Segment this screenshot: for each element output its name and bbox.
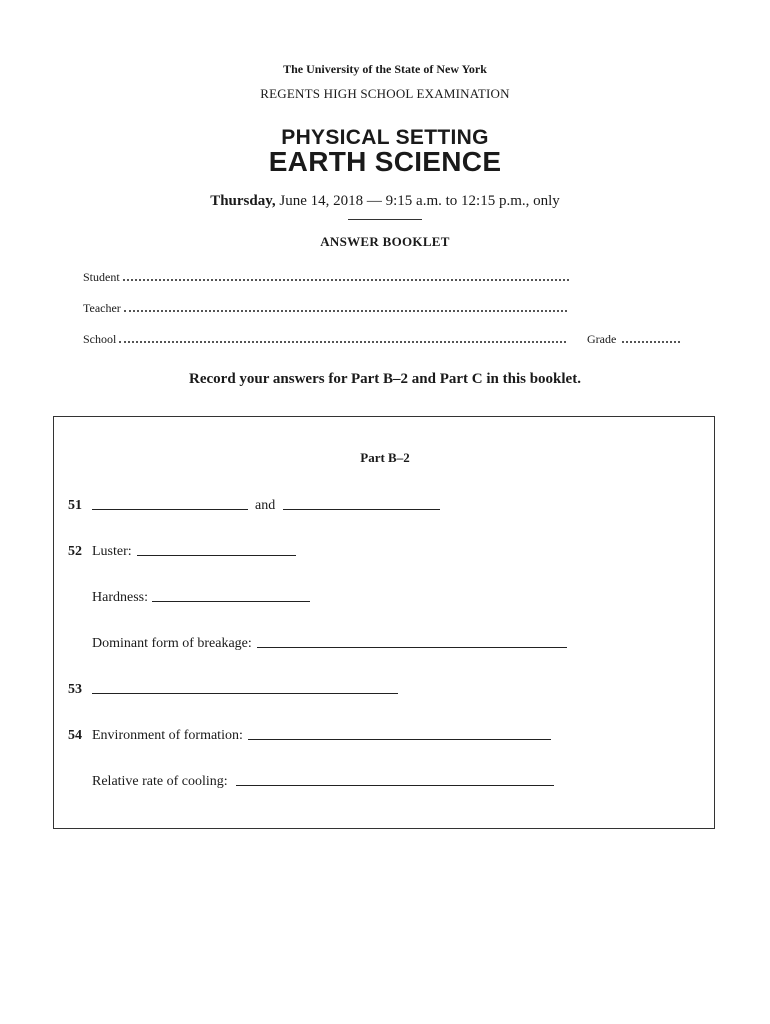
part-title: Part B–2 (360, 450, 410, 465)
environment-answer-line[interactable] (248, 739, 551, 740)
environment-label: Environment of formation: (92, 728, 243, 743)
hardness-label: Hardness: (92, 590, 148, 605)
answer-51b-line[interactable] (283, 509, 440, 510)
exam-date-time: June 14, 2018 — 9:15 a.m. to 12:15 p.m., only (275, 193, 560, 209)
breakage-answer-line[interactable] (257, 647, 567, 648)
grade-dotted-line[interactable] (622, 341, 680, 343)
question-54-environment (68, 724, 551, 744)
subject-title: EARTH SCIENCE (268, 146, 502, 177)
luster-label: Luster: (92, 544, 132, 559)
grade-field[interactable] (587, 332, 680, 347)
answer-53-line[interactable] (92, 693, 398, 694)
question-51 (68, 494, 440, 514)
instructions: Record your answers for Part B–2 and Part C in this booklet. (189, 371, 581, 387)
grade-label: Grade (587, 332, 617, 346)
question-54-cooling (92, 770, 554, 790)
question-number: 51 (68, 498, 82, 513)
cooling-answer-line[interactable] (236, 785, 554, 786)
exam-date (0, 193, 770, 210)
question-52-breakage (92, 632, 567, 652)
teacher-dotted-line[interactable] (124, 310, 567, 312)
university-name: The University of the State of New York (283, 62, 487, 76)
subject-line-1: PHYSICAL SETTING (281, 126, 489, 149)
teacher-label: Teacher (83, 301, 121, 315)
hardness-answer-line[interactable] (152, 601, 310, 602)
breakage-label: Dominant form of breakage: (92, 636, 252, 651)
question-number: 54 (68, 728, 82, 743)
question-number: 53 (68, 682, 82, 697)
luster-answer-line[interactable] (137, 555, 296, 556)
school-label: School (83, 332, 117, 346)
school-dotted-line[interactable] (119, 341, 566, 343)
cooling-label: Relative rate of cooling: (92, 774, 228, 789)
exam-day: Thursday, (210, 193, 276, 209)
answer-51a-line[interactable] (92, 509, 248, 510)
question-52-luster (68, 540, 296, 560)
question-53 (68, 678, 398, 698)
student-dotted-line[interactable] (123, 279, 569, 281)
question-number: 52 (68, 544, 82, 559)
and-label: and (255, 498, 276, 513)
student-label: Student (83, 270, 120, 284)
student-field[interactable] (83, 270, 569, 285)
header-divider (348, 219, 422, 220)
exam-name: REGENTS HIGH SCHOOL EXAMINATION (260, 86, 510, 101)
teacher-field[interactable] (83, 301, 567, 316)
question-52-hardness (92, 586, 310, 606)
part-b2-answer-box (53, 416, 715, 829)
booklet-title: ANSWER BOOKLET (320, 234, 450, 249)
school-field[interactable] (83, 332, 566, 347)
